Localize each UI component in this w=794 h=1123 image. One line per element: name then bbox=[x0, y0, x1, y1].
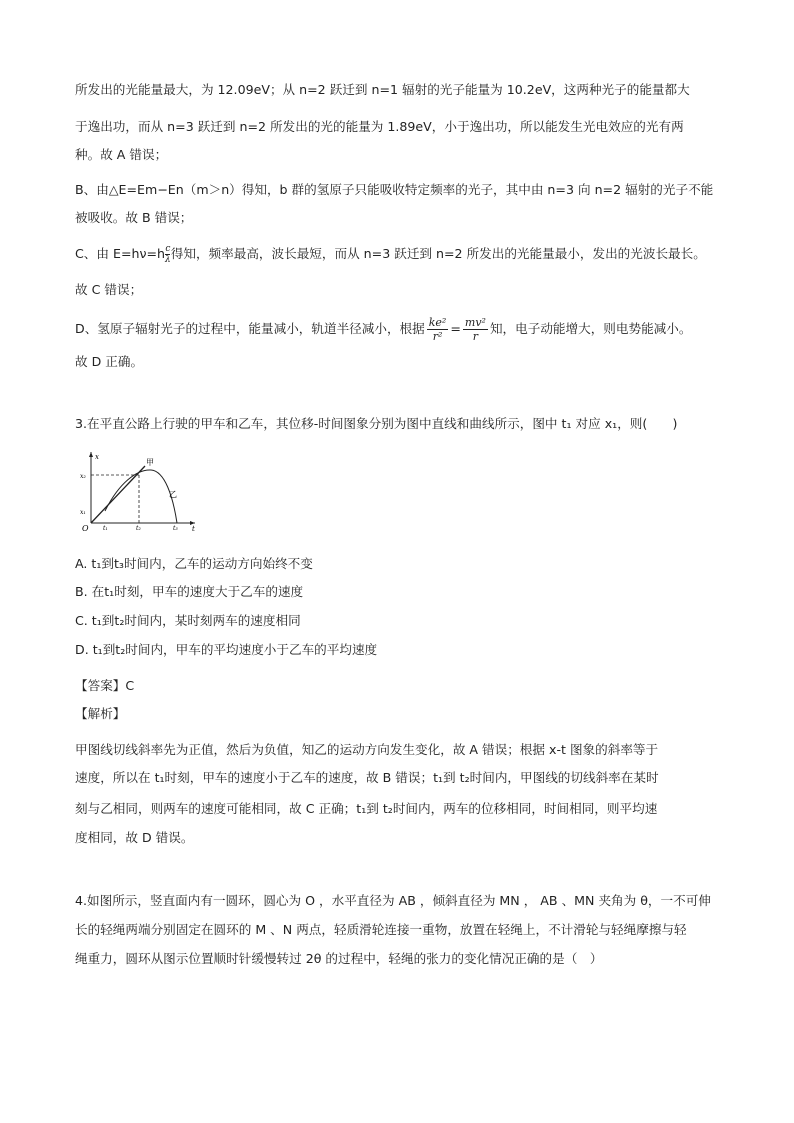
solution-option-b-cont: 被吸收。故 B 错误； bbox=[75, 210, 193, 225]
analysis-line: 刻与乙相同，则两车的速度可能相同，故 C 正确；t₁到 t₂时间内，两车的位移相同，时间相同，则平均速 bbox=[75, 801, 658, 816]
solution-text: C、由 E=hν=h bbox=[75, 246, 166, 261]
solution-text: D、氢原子辐射光子的过程中，能量减小，轨道半径减小，根据 bbox=[75, 321, 425, 336]
option-d: D. t₁到t₂时间内，甲车的平均速度小于乙车的平均速度 bbox=[75, 642, 378, 657]
option-b: B. 在t₁时刻，甲车的速度大于乙车的速度 bbox=[75, 584, 304, 599]
analysis-title: 【解析】 bbox=[75, 706, 126, 721]
answer: 【答案】C bbox=[75, 678, 135, 693]
fraction-denominator: λ bbox=[165, 255, 171, 265]
analysis-line: 度相同，故 D 错误。 bbox=[75, 830, 194, 845]
solution-text: 得知，频率最高，波长最短，而从 n=3 跃迁到 n=2 所发出的光能量最小，发出的光波长最长。 bbox=[170, 246, 706, 261]
question-4-stem: 4.如图所示，竖直面内有一圆环，圆心为 O ，水平直径为 AB ，倾斜直径为 MN ， AB 、MN 夹角为 θ，一不可伸 bbox=[75, 893, 711, 908]
t2-label: t₂ bbox=[136, 525, 141, 531]
xt-graph bbox=[79, 449, 199, 531]
x-axis-label: x bbox=[95, 453, 99, 461]
solution-line: 种。故 A 错误； bbox=[75, 147, 168, 162]
solution-line: 于逸出功，而从 n=3 跃迁到 n=2 所发出的光的能量为 1.89eV，小于逸出功，所以能发生光电效应的光有两 bbox=[75, 119, 684, 134]
solution-option-c-cont: 故 C 错误； bbox=[75, 282, 143, 297]
x2-label: x₂ bbox=[80, 473, 86, 480]
origin-label: O bbox=[82, 524, 89, 531]
question-4-stem: 绳重力，圆环从图示位置顺时针缓慢转过 2θ 的过程中，轻绳的张力的变化情况正确的是（ ） bbox=[75, 951, 603, 966]
analysis-line: 速度，所以在 t₁时刻，甲车的速度小于乙车的速度，故 B 错误；t₁到 t₂时间内，甲图线的切线斜率在某时 bbox=[75, 770, 659, 785]
equals-sign: = bbox=[450, 321, 461, 336]
analysis-line: 甲图线切线斜率先为正值，然后为负值，知乙的运动方向发生变化，故 A 错误；根据 x-t 图象的斜率等于 bbox=[75, 742, 659, 757]
solution-option-d bbox=[75, 316, 691, 343]
solution-option-c bbox=[75, 244, 706, 265]
fraction-mv2-over-r bbox=[463, 316, 488, 343]
fraction-numerator: ke² bbox=[428, 316, 447, 329]
yi-label: 乙 bbox=[169, 490, 177, 499]
solution-option-d-cont: 故 D 正确。 bbox=[75, 354, 144, 369]
jia-label: 甲 bbox=[146, 458, 154, 467]
line-jia bbox=[91, 466, 145, 523]
x1-label: x₁ bbox=[80, 509, 86, 516]
solution-option-b: B、由△E=Em−En（m＞n）得知，b 群的氢原子只能吸收特定频率的光子，其中由 n=3 向 n=2 辐射的光子不能 bbox=[75, 182, 714, 197]
t3-label: t₃ bbox=[173, 525, 178, 531]
option-c: C. t₁到t₂时间内，某时刻两车的速度相同 bbox=[75, 613, 301, 628]
fraction-denominator: r² bbox=[432, 330, 443, 343]
t-axis-label: t bbox=[192, 525, 195, 531]
option-a: A. t₁到t₃时间内，乙车的运动方向始终不变 bbox=[75, 556, 313, 571]
fraction-numerator: c bbox=[165, 244, 171, 254]
fraction-numerator: mv² bbox=[464, 316, 486, 329]
question-3-stem: 3.在平直公路上行驶的甲车和乙车，其位移-时间图象分别为图中直线和曲线所示，图中 t₁ 对应 x₁，则( ) bbox=[75, 416, 678, 431]
solution-line: 所发出的光能量最大，为 12.09eV；从 n=2 跃迁到 n=1 辐射的光子能量为 10.2eV，这两种光子的能量都大 bbox=[75, 82, 690, 97]
solution-text: 知，电子动能增大，则电势能减小。 bbox=[489, 321, 692, 336]
x-axis-arrow-icon bbox=[89, 452, 93, 457]
fraction-ke2-over-r2 bbox=[427, 316, 449, 343]
t1-label: t₁ bbox=[103, 525, 108, 531]
fraction-denominator: r bbox=[472, 330, 479, 343]
question-4-stem: 长的轻绳两端分别固定在圆环的 M 、N 两点，轻质滑轮连接一重物，放置在轻绳上，不计滑轮与轻绳摩擦与轻 bbox=[75, 922, 687, 937]
